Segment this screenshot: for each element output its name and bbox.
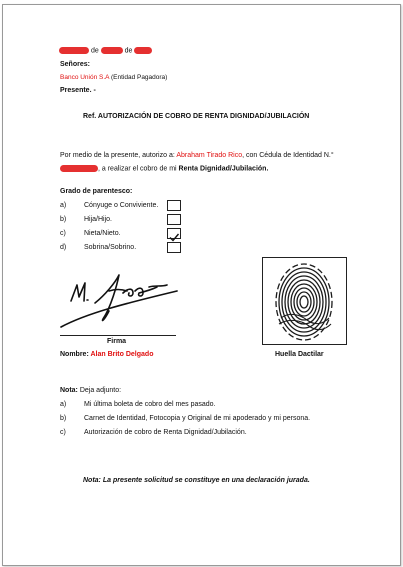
- authorization-line-1: [60, 152, 334, 159]
- attachment-item: Autorización de cobro de Renta Dignidad/Jubilación.: [84, 429, 247, 436]
- date-line: [59, 47, 152, 54]
- kinship-option: [60, 202, 66, 209]
- attachment-letter: c): [60, 429, 66, 436]
- checkmark-icon: [168, 233, 180, 242]
- option-label: Sobrina/Sobrino.: [84, 244, 137, 251]
- option-label: Nieta/Nieto.: [84, 230, 121, 237]
- attachment-item: Carnet de Identidad, Fotocopia y Original de mi apoderado y mi persona.: [84, 415, 311, 422]
- option-letter: b): [60, 216, 67, 223]
- reference-title: Ref. AUTORIZACIÓN DE COBRO DE RENTA DIGNIDAD/JUBILACIÓN: [83, 113, 310, 120]
- checkbox-nieto[interactable]: [167, 228, 181, 239]
- document-page: [2, 4, 401, 566]
- attachment-item: Mi última boleta de cobro del mes pasado.: [84, 401, 216, 408]
- presente: Presente. -: [60, 87, 96, 94]
- renta-text: Renta Dignidad/Jubilación.: [178, 165, 269, 173]
- checkbox-sobrino[interactable]: [167, 242, 181, 253]
- option-label: Hija/Hijo.: [84, 216, 113, 223]
- note-text: Deja adjunto:: [77, 387, 122, 394]
- option-letter: a): [60, 202, 67, 209]
- kinship-title: Grado de parentesco:: [60, 188, 133, 195]
- redacted-year: [134, 47, 152, 54]
- date-separator: de: [124, 47, 133, 55]
- signature-image: [57, 267, 187, 333]
- bank-role: (Entidad Pagadora): [110, 74, 168, 81]
- redacted-day: [59, 47, 89, 54]
- fingerprint-icon: [263, 258, 346, 344]
- signer-name-line: [60, 351, 153, 358]
- salutation: Señores:: [60, 61, 90, 68]
- fingerprint-box: [262, 257, 347, 345]
- attachment-letter: a): [60, 401, 67, 408]
- redacted-month: [101, 47, 123, 54]
- signer-name: Alan Brito Delgado: [90, 351, 154, 358]
- note-label: Nota:: [60, 387, 78, 394]
- authorized-name: Abraham Tirado Rico: [176, 152, 243, 159]
- fingerprint-caption: Huella Dactilar: [275, 351, 324, 358]
- signature-caption: Firma: [107, 338, 127, 345]
- authorization-line-2: [60, 165, 268, 172]
- option-letter: d): [60, 244, 67, 251]
- realizar-text: , a realizar el cobro de mi: [98, 165, 179, 173]
- redacted-id-number: [60, 165, 98, 172]
- signature-line: [60, 335, 176, 336]
- addressee: [60, 74, 167, 81]
- id-text: , con Cédula de Identidad N.°: [242, 152, 334, 159]
- checkbox-conyuge[interactable]: [167, 200, 181, 211]
- name-label: Nombre:: [60, 351, 89, 358]
- option-letter: c): [60, 230, 66, 237]
- option-label: Cónyuge o Conviviente.: [84, 202, 159, 209]
- attachment-letter: b): [60, 415, 67, 422]
- bank-name: Banco Unión S.A: [60, 74, 110, 81]
- footer-note: Nota: La presente solicitud se constituye en una declaración jurada.: [83, 477, 310, 484]
- intro-text: Por medio de la presente, autorizo a:: [60, 152, 175, 159]
- attachments-note: [60, 387, 121, 394]
- date-separator: de: [90, 47, 99, 55]
- checkbox-hijo[interactable]: [167, 214, 181, 225]
